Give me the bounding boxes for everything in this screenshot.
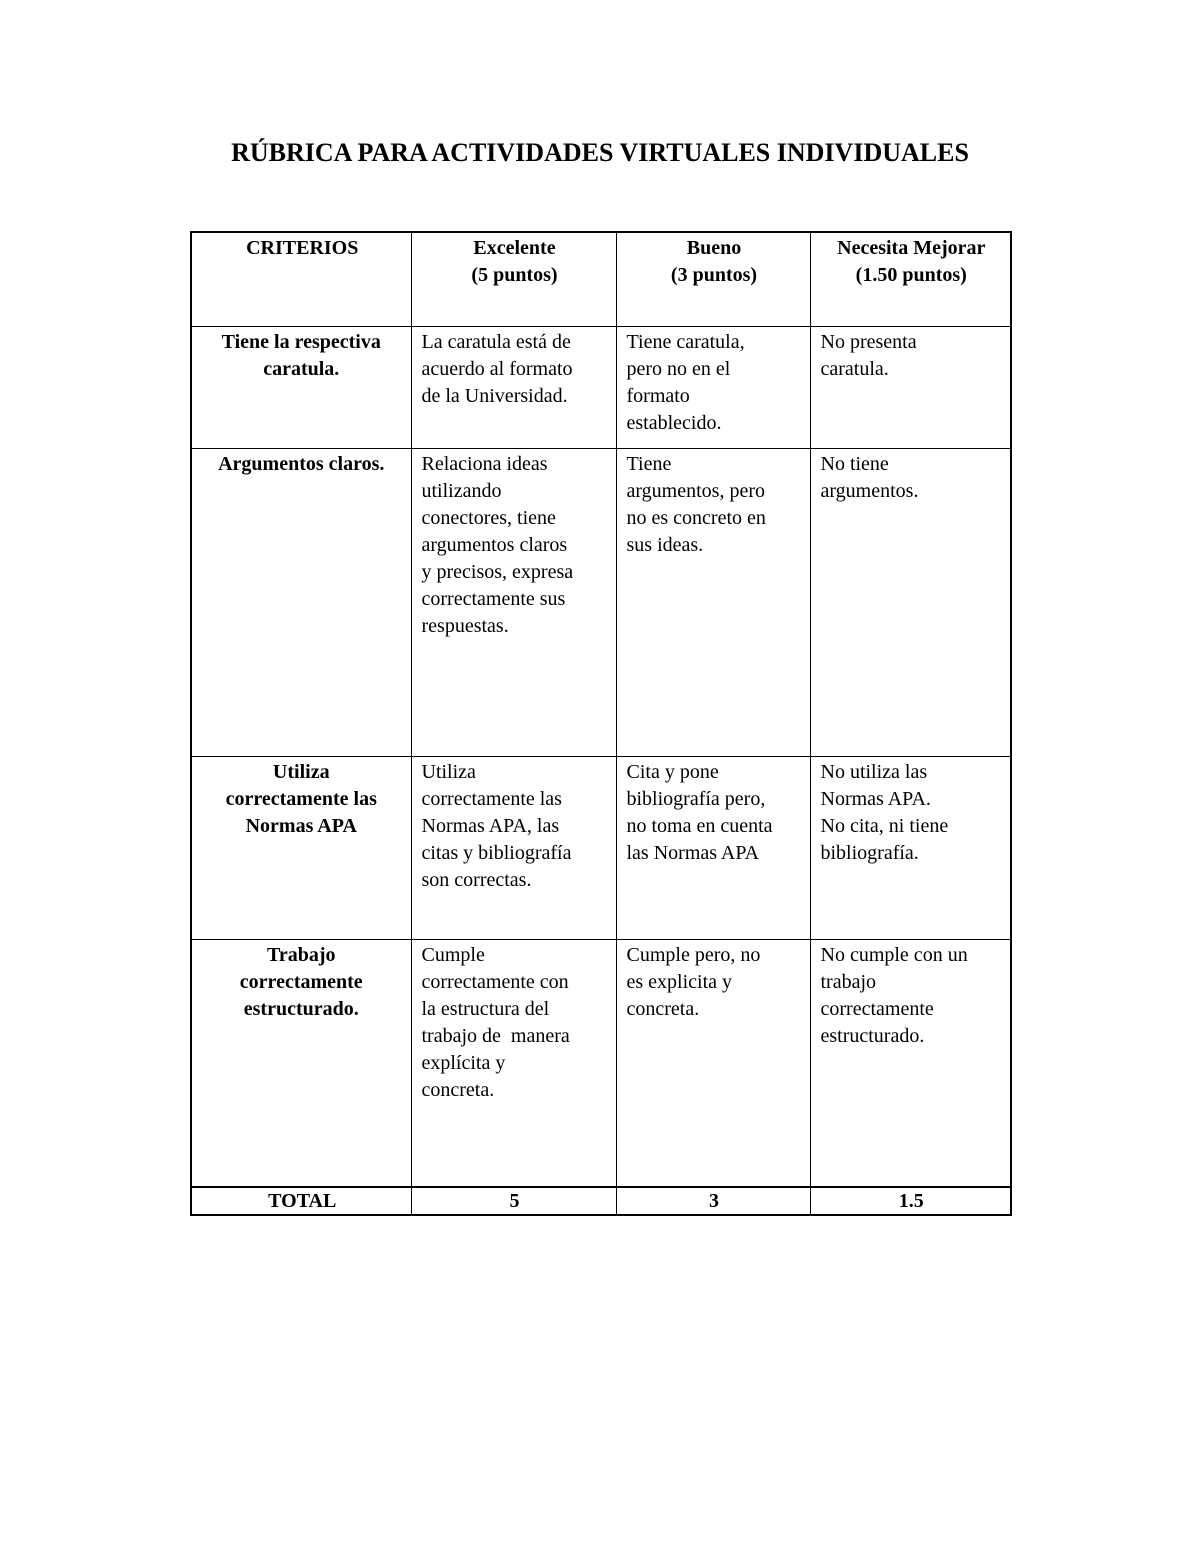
- header-excellent-label: Excelente: [473, 237, 556, 259]
- cell-line: No cumple con un: [820, 944, 968, 966]
- cell-line: bibliografía pero,: [626, 788, 766, 810]
- table-row: [191, 940, 1011, 1188]
- header-improve-label: Necesita Mejorar: [837, 237, 986, 259]
- cell-line: acuerdo al formato: [421, 358, 573, 380]
- cell-line: estructurado.: [243, 998, 359, 1020]
- excellent-cell: [411, 757, 616, 940]
- improve-cell: [810, 940, 1011, 1188]
- cell-line: Cita y pone: [626, 761, 719, 783]
- header-row: [191, 232, 1011, 327]
- cell-line: argumentos, pero: [626, 480, 765, 502]
- criterion-cell: [191, 449, 411, 757]
- good-cell: [616, 940, 810, 1188]
- cell-line: son correctas.: [421, 869, 532, 891]
- cell-line: No presenta: [820, 331, 917, 353]
- header-excellent: [411, 232, 616, 327]
- cell-line: concreta.: [626, 998, 700, 1020]
- header-improve-points: (1.50 puntos): [855, 264, 967, 286]
- cell-line: la estructura del: [421, 998, 550, 1020]
- cell-line: Argumentos claros.: [218, 453, 385, 475]
- cell-line: La caratula está de: [421, 331, 571, 353]
- cell-line: Cumple: [421, 944, 485, 966]
- cell-line: de la Universidad.: [421, 385, 568, 407]
- cell-line: correctamente las: [225, 788, 377, 810]
- cell-line: argumentos claros: [421, 534, 568, 556]
- improve-cell: [810, 757, 1011, 940]
- cell-line: estructurado.: [820, 1025, 925, 1047]
- header-good-label: Bueno: [686, 237, 742, 259]
- cell-line: Cumple pero, no: [626, 944, 761, 966]
- cell-line: formato: [626, 385, 690, 407]
- cell-line: pero no en el: [626, 358, 731, 380]
- header-good: [616, 232, 810, 327]
- total-good: 3: [616, 1187, 810, 1215]
- cell-line: concreta.: [421, 1079, 495, 1101]
- cell-line: Utiliza: [272, 761, 330, 783]
- cell-line: conectores, tiene: [421, 507, 556, 529]
- good-cell: [616, 757, 810, 940]
- cell-line: No utiliza las: [820, 761, 928, 783]
- cell-line: sus ideas.: [626, 534, 704, 556]
- excellent-cell: [411, 327, 616, 449]
- cell-line: trabajo de manera: [421, 1025, 570, 1047]
- table-row: [191, 757, 1011, 940]
- cell-line: caratula.: [263, 358, 340, 380]
- rubric-table: [190, 231, 1012, 1216]
- header-good-points: (3 puntos): [670, 264, 758, 286]
- cell-line: es explicita y: [626, 971, 733, 993]
- cell-line: no es concreto en: [626, 507, 766, 529]
- good-cell: [616, 327, 810, 449]
- header-criteria-label: CRITERIOS: [246, 237, 359, 259]
- table-row: [191, 327, 1011, 449]
- cell-line: Tiene la respectiva: [221, 331, 381, 353]
- cell-line: No tiene: [820, 453, 889, 475]
- cell-line: correctamente sus: [421, 588, 566, 610]
- cell-line: bibliografía.: [820, 842, 919, 864]
- header-improve: [810, 232, 1011, 327]
- cell-line: caratula.: [820, 358, 889, 380]
- cell-line: Normas APA: [245, 815, 357, 837]
- cell-line: Normas APA.: [820, 788, 931, 810]
- cell-line: trabajo: [820, 971, 877, 993]
- cell-line: Trabajo: [266, 944, 336, 966]
- cell-line: correctamente: [820, 998, 934, 1020]
- cell-line: no toma en cuenta: [626, 815, 773, 837]
- cell-line: correctamente con: [421, 971, 569, 993]
- cell-line: No cita, ni tiene: [820, 815, 949, 837]
- total-label: TOTAL: [191, 1187, 411, 1215]
- cell-line: Tiene: [626, 453, 672, 475]
- total-improve: 1.5: [810, 1187, 1011, 1215]
- good-cell: [616, 449, 810, 757]
- cell-line: establecido.: [626, 412, 722, 434]
- improve-cell: [810, 449, 1011, 757]
- excellent-cell: [411, 940, 616, 1188]
- cell-line: y precisos, expresa: [421, 561, 574, 583]
- total-excellent: 5: [411, 1187, 616, 1215]
- cell-line: correctamente: [239, 971, 363, 993]
- table-row: [191, 449, 1011, 757]
- page-title: RÚBRICA PARA ACTIVIDADES VIRTUALES INDIVIDUALES: [231, 138, 969, 167]
- cell-line: Relaciona ideas: [421, 453, 548, 475]
- improve-cell: [810, 327, 1011, 449]
- criterion-cell: [191, 327, 411, 449]
- cell-line: citas y bibliografía: [421, 842, 572, 864]
- cell-line: correctamente las: [421, 788, 562, 810]
- cell-line: Normas APA, las: [421, 815, 560, 837]
- criterion-cell: [191, 757, 411, 940]
- criterion-cell: [191, 940, 411, 1188]
- header-criteria: [191, 232, 411, 327]
- cell-line: las Normas APA: [626, 842, 760, 864]
- cell-line: explícita y: [421, 1052, 506, 1074]
- cell-line: Utiliza: [421, 761, 476, 783]
- cell-line: respuestas.: [421, 615, 509, 637]
- excellent-cell: [411, 449, 616, 757]
- cell-line: argumentos.: [820, 480, 919, 502]
- header-excellent-points: (5 puntos): [471, 264, 558, 286]
- cell-line: Tiene caratula,: [626, 331, 745, 353]
- cell-line: utilizando: [421, 480, 502, 502]
- total-row: [191, 1187, 1011, 1215]
